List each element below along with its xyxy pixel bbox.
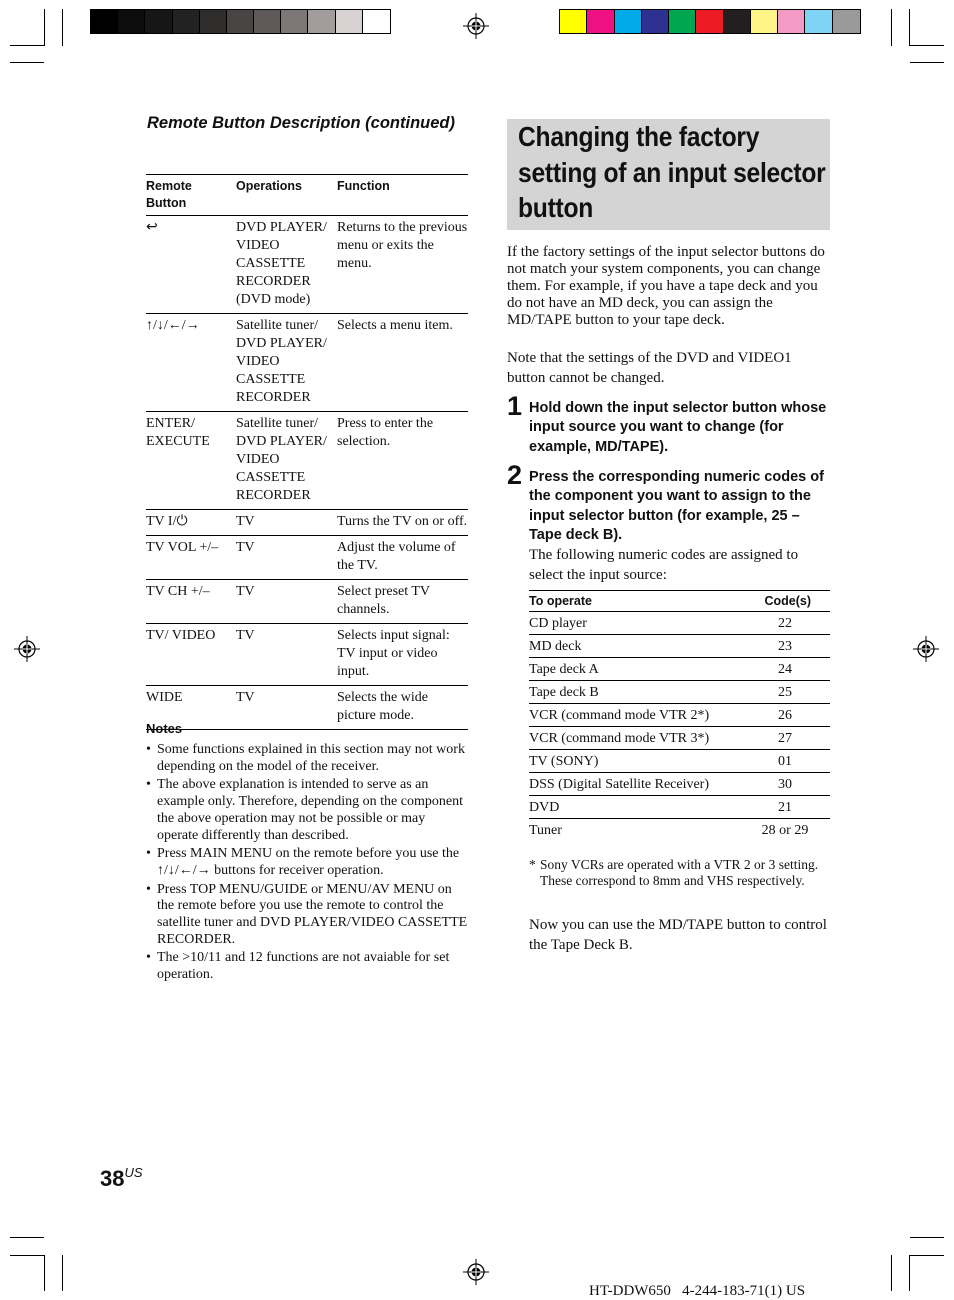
page-number — [100, 1165, 143, 1192]
color-swatch — [724, 10, 751, 33]
color-swatch — [751, 10, 778, 33]
table-row — [529, 658, 830, 681]
table-row — [529, 773, 830, 796]
crop-mark — [910, 1255, 944, 1256]
note-item: • The >10/11 and 12 functions are not avaiable for set operation. — [146, 950, 468, 983]
table-row — [146, 580, 468, 624]
crop-mark — [10, 1255, 44, 1256]
registration-mark-icon — [463, 13, 489, 39]
gray-swatch — [281, 10, 308, 33]
code-cell: 24 — [740, 658, 830, 681]
code-cell: 26 — [740, 704, 830, 727]
table-row — [529, 819, 830, 842]
function-cell: Selects the wide picture mode. — [337, 686, 468, 730]
crop-mark — [909, 9, 910, 46]
gray-swatch — [227, 10, 254, 33]
code-cell: 23 — [740, 635, 830, 658]
page-number-value: 38 — [100, 1166, 125, 1191]
table-row — [529, 681, 830, 704]
table-row — [146, 686, 468, 730]
crop-mark — [44, 9, 45, 46]
operate-cell: Tape deck A — [529, 658, 740, 681]
column-header: Code(s) — [740, 591, 830, 612]
function-cell: Selects a menu item. — [337, 314, 468, 412]
function-cell: Turns the TV on or off. — [337, 510, 468, 536]
operations-cell: TV — [236, 536, 337, 580]
notes-list — [146, 742, 468, 986]
column-header: To operate — [529, 591, 740, 612]
operations-cell: Satellite tuner/ DVD PLAYER/ VIDEO CASSETTE RECORDER — [236, 314, 337, 412]
notes-heading: Notes — [146, 721, 183, 736]
registration-mark-icon — [14, 636, 40, 662]
code-cell: 22 — [740, 612, 830, 635]
column-header: Function — [337, 175, 468, 216]
remote-button-cell: TV CH +/– — [146, 580, 236, 624]
table-row — [529, 727, 830, 750]
gray-swatch — [118, 10, 145, 33]
operate-cell: TV (SONY) — [529, 750, 740, 773]
crop-mark — [10, 45, 44, 46]
codes-table — [529, 590, 830, 841]
gray-swatch — [254, 10, 281, 33]
operate-cell: DVD — [529, 796, 740, 819]
table-row — [146, 536, 468, 580]
note-item: • The above explanation is intended to serve as an example only. Therefore, depending on the component the above operation may not be possible or may operate differently than described. — [146, 777, 468, 844]
closing-paragraph: Now you can use the MD/TAPE button to control the Tape Deck B. — [529, 917, 827, 953]
crop-mark — [910, 45, 944, 46]
function-cell: Selects input signal: TV input or video input. — [337, 624, 468, 686]
step-instruction: Hold down the input selector button whose input source you want to change (for example, MD/TAPE). — [529, 400, 827, 455]
crop-mark — [44, 1255, 45, 1291]
model-code: HT-DDW650 4-244-183-71(1) US — [589, 1283, 806, 1299]
code-cell: 27 — [740, 727, 830, 750]
gray-swatch — [363, 10, 390, 33]
crop-mark — [62, 9, 63, 46]
remote-button-cell: WIDE — [146, 686, 236, 730]
function-cell: Select preset TV channels. — [337, 580, 468, 624]
table-row — [146, 314, 468, 412]
gray-swatch — [308, 10, 335, 33]
remote-button-cell: TV I/⏻ — [146, 510, 236, 536]
code-cell: 25 — [740, 681, 830, 704]
function-cell: Press to enter the selection. — [337, 412, 468, 510]
operate-cell: Tuner — [529, 823, 562, 838]
step-number: 2 — [507, 460, 523, 490]
crop-mark — [909, 1255, 910, 1291]
intro-paragraph: If the factory settings of the input selector buttons do not match your system components, you can change them. For example, if you have a tape deck and you do not have an MD deck, you can assign the MD/TAPE button to your tape deck. — [507, 244, 825, 328]
color-swatch — [587, 10, 614, 33]
footnote-text: * Sony VCRs are operated with a VTR 2 or 3 setting. These correspond to 8mm and VHS respectively. — [529, 857, 819, 888]
registration-mark-icon — [463, 1259, 489, 1285]
column-header: Remote Button — [146, 175, 236, 216]
step-instruction: Press the corresponding numeric codes of the component you want to assign to the input selector button (for example, 25 – Tape deck B). — [529, 469, 824, 543]
section-title: Remote Button Description (continued) — [147, 114, 455, 132]
note-item: • Press MAIN MENU on the remote before you use the ↑/↓/←/→ buttons for receiver operation. — [146, 846, 468, 879]
note-item: • Some functions explained in this section may not work depending on the model of the receiver. — [146, 742, 468, 775]
operations-cell: TV — [236, 510, 337, 536]
crop-mark — [910, 62, 944, 63]
color-swatch — [669, 10, 696, 33]
step-number: 1 — [507, 391, 523, 421]
table-row — [529, 750, 830, 773]
operations-cell: Satellite tuner/ DVD PLAYER/ VIDEO CASSETTE RECORDER — [236, 412, 337, 510]
color-swatch — [615, 10, 642, 33]
operate-cell: CD player — [529, 612, 740, 635]
registration-mark-icon — [913, 636, 939, 662]
color-swatch — [805, 10, 832, 33]
crop-mark — [10, 62, 44, 63]
operations-cell: TV — [236, 580, 337, 624]
crop-mark — [910, 1237, 944, 1238]
color-swatch — [833, 10, 860, 33]
table-row — [146, 216, 468, 314]
table-header-row — [529, 591, 830, 612]
table-row — [146, 510, 468, 536]
table-row — [146, 624, 468, 686]
code-cell: 01 — [740, 750, 830, 773]
remote-button-cell: TV/ VIDEO — [146, 624, 236, 686]
operations-cell: DVD PLAYER/ VIDEO CASSETTE RECORDER (DVD mode) — [236, 216, 337, 314]
operate-cell: VCR (command mode VTR 3*) — [529, 727, 740, 750]
operate-cell: VCR (command mode VTR 2*) — [529, 704, 740, 727]
operations-cell: TV — [236, 624, 337, 686]
gray-swatch — [173, 10, 200, 33]
table-row — [529, 704, 830, 727]
function-cell: Returns to the previous menu or exits the menu. — [337, 216, 468, 314]
color-swatch — [560, 10, 587, 33]
table-row — [529, 612, 830, 635]
footnote — [529, 857, 819, 888]
crop-mark — [10, 1237, 44, 1238]
table-row — [146, 412, 468, 510]
grayscale-calibration-bar — [90, 9, 391, 34]
note-item: • Press TOP MENU/GUIDE or MENU/AV MENU on the remote before you use the remote to control the satellite tuner and DVD PLAYER/VIDEO CASSETTE RECORDER. — [146, 882, 468, 949]
color-calibration-bar — [559, 9, 861, 34]
table-header-row — [146, 175, 468, 216]
operate-cell: MD deck — [529, 635, 740, 658]
page-title-box — [507, 119, 830, 230]
remote-button-table — [146, 174, 468, 730]
operate-cell: Tape deck B — [529, 681, 740, 704]
gray-swatch — [336, 10, 363, 33]
gray-swatch — [145, 10, 172, 33]
remote-button-cell: TV VOL +/– — [146, 536, 236, 580]
step-sub-text: The following numeric codes are assigned to select the input source: — [529, 547, 799, 583]
table-row — [529, 796, 830, 819]
color-swatch — [642, 10, 669, 33]
gray-swatch — [91, 10, 118, 33]
operate-cell: DSS (Digital Satellite Receiver) — [529, 773, 740, 796]
page-number-suffix: US — [124, 1165, 143, 1180]
color-swatch — [778, 10, 805, 33]
crop-mark — [62, 1255, 63, 1291]
operations-cell: TV — [236, 686, 337, 730]
code-cell: 30 — [740, 773, 830, 796]
table-row — [529, 635, 830, 658]
column-header: Operations — [236, 175, 337, 216]
page-title: Changing the factory setting of an input selector button — [518, 121, 826, 223]
remote-button-cell: ↑/↓/←/→ — [146, 314, 236, 412]
remote-button-cell: ↩ — [146, 216, 236, 314]
function-cell: Adjust the volume of the TV. — [337, 536, 468, 580]
gray-swatch — [200, 10, 227, 33]
code-cell: 28 or 29 — [761, 823, 809, 838]
remote-button-cell: ENTER/ EXECUTE — [146, 412, 236, 510]
code-cell: 21 — [740, 796, 830, 819]
crop-mark — [891, 9, 892, 46]
intro-note: Note that the settings of the DVD and VIDEO1 button cannot be changed. — [507, 350, 792, 386]
crop-mark — [891, 1255, 892, 1291]
color-swatch — [696, 10, 723, 33]
